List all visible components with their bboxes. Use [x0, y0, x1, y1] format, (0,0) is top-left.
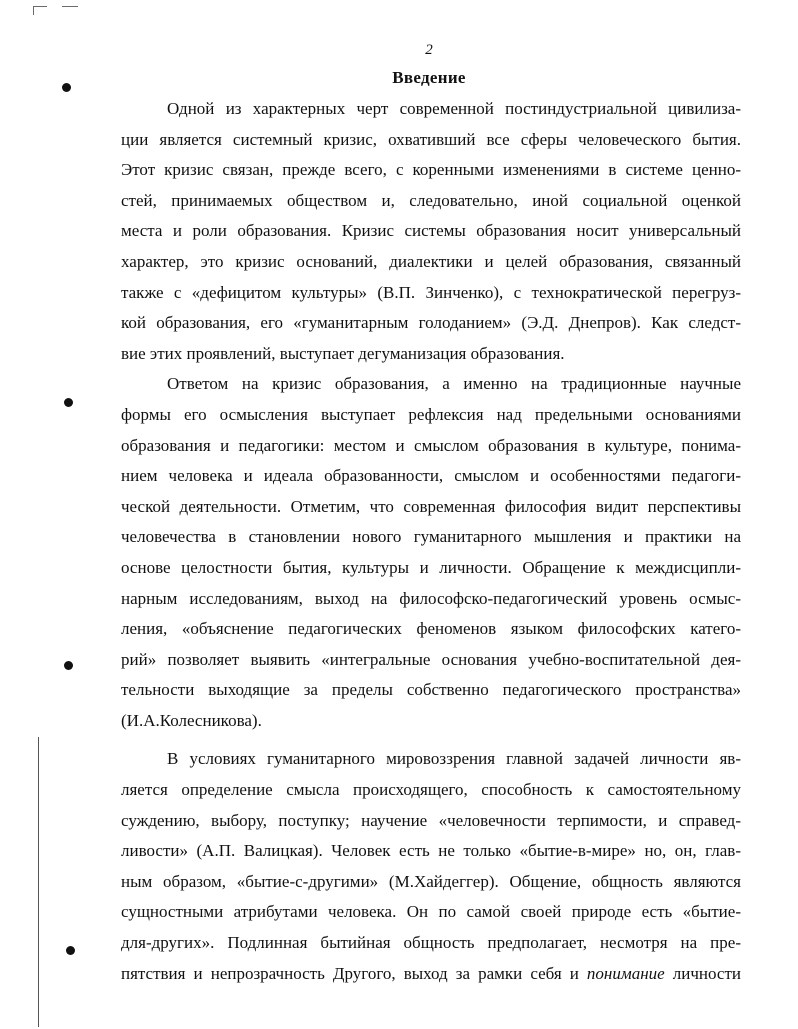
paragraph-gap — [121, 736, 741, 744]
text-line: вие этих проявлений, выступает дегуманизация образования. — [121, 343, 565, 363]
body-text — [121, 94, 741, 989]
text-line: ческой деятельности. Отметим, что современная философия видит перспективы — [121, 496, 741, 516]
text-line: нарным исследованиям, выход на философско-педагогический уровень осмыс- — [121, 588, 741, 608]
text-line: ляется определение смысла происходящего, способность к самостоятельному — [121, 780, 741, 800]
text-line: стей, принимаемых обществом и, следовательно, иной социальной оценкой — [121, 190, 741, 210]
text-line: В условиях гуманитарного мировоззрения главной задачей личности яв- — [167, 749, 741, 769]
text-line: основе целостности бытия, культуры и личности. Обращение к междисципли- — [121, 557, 741, 577]
text-line: Одной из характерных черт современной постиндустриальной цивилиза- — [167, 99, 741, 118]
punch-hole — [64, 398, 73, 407]
scan-mark-top-left — [33, 6, 47, 7]
scan-mark-top — [62, 6, 78, 7]
text-line: Этот кризис связан, прежде всего, с коренными изменениями в системе ценно- — [121, 160, 741, 180]
text-line: суждению, выбору, поступку; научение «человечности терпимости, и справед- — [121, 810, 741, 830]
text-line-final — [121, 959, 741, 990]
text-line: ции является системный кризис, охвативший все сферы человеческого бытия. — [121, 129, 741, 149]
emphasized-word: понимание — [586, 963, 665, 983]
paragraph-1 — [121, 94, 741, 369]
paragraph-2 — [121, 369, 741, 736]
text-line: тельности выходящие за пределы собственно педагогического пространства» — [121, 680, 741, 700]
text-line: рий» позволяет выявить «интегральные основания учебно-воспитательной дея- — [121, 649, 741, 669]
paragraph-3 — [121, 744, 741, 989]
text-line: Ответом на кризис образования, а именно на традиционные научные — [167, 374, 741, 394]
scan-mark-left-edge — [38, 737, 39, 1027]
punch-hole — [66, 946, 75, 955]
section-heading: Введение — [392, 68, 466, 87]
text-line: формы его осмысления выступает рефлексия над предельными основаниями — [121, 404, 741, 424]
scan-mark-top-left — [33, 6, 34, 15]
text-line: человечества в становлении нового гуманитарного мышления и практики на — [121, 527, 741, 547]
text-line: ным образом, «бытие-с-другими» (М.Хайдеггер). Общение, общность являются — [121, 871, 741, 891]
text-line: образования и педагогики: местом и смыслом образования в культуре, понима- — [121, 435, 741, 455]
page-number: 2 — [425, 42, 433, 58]
text-line: ления, «объяснение педагогических феноменов языком философских катего- — [121, 619, 741, 639]
text-fragment: пятствия и непрозрачность Другого, выход за рамки себя и — [121, 963, 587, 983]
text-line: нием человека и идеала образованности, смыслом и особенностями педагоги- — [121, 466, 741, 486]
text-line: места и роли образования. Кризис системы образования носит универсальный — [121, 221, 741, 241]
text-line: характер, это кризис оснований, диалектики и целей образования, связанный — [121, 251, 741, 271]
text-fragment: личности — [664, 963, 741, 983]
text-line: кой образования, его «гуманитарным голоданием» (Э.Д. Днепров). Как следст- — [121, 313, 741, 333]
text-line: для-других». Подлинная бытийная общность предполагает, несмотря на пре- — [121, 933, 741, 953]
text-line: ливости» (А.П. Валицкая). Человек есть не только «бытие-в-мире» но, он, глав- — [121, 841, 741, 861]
punch-hole — [64, 661, 73, 670]
text-line: также с «дефицитом культуры» (В.П. Зинченко), с технократической перегруз- — [121, 282, 741, 302]
text-line: (И.А.Колесникова). — [121, 710, 262, 730]
text-line: сущностными атрибутами человека. Он по самой своей природе есть «бытие- — [121, 902, 741, 922]
